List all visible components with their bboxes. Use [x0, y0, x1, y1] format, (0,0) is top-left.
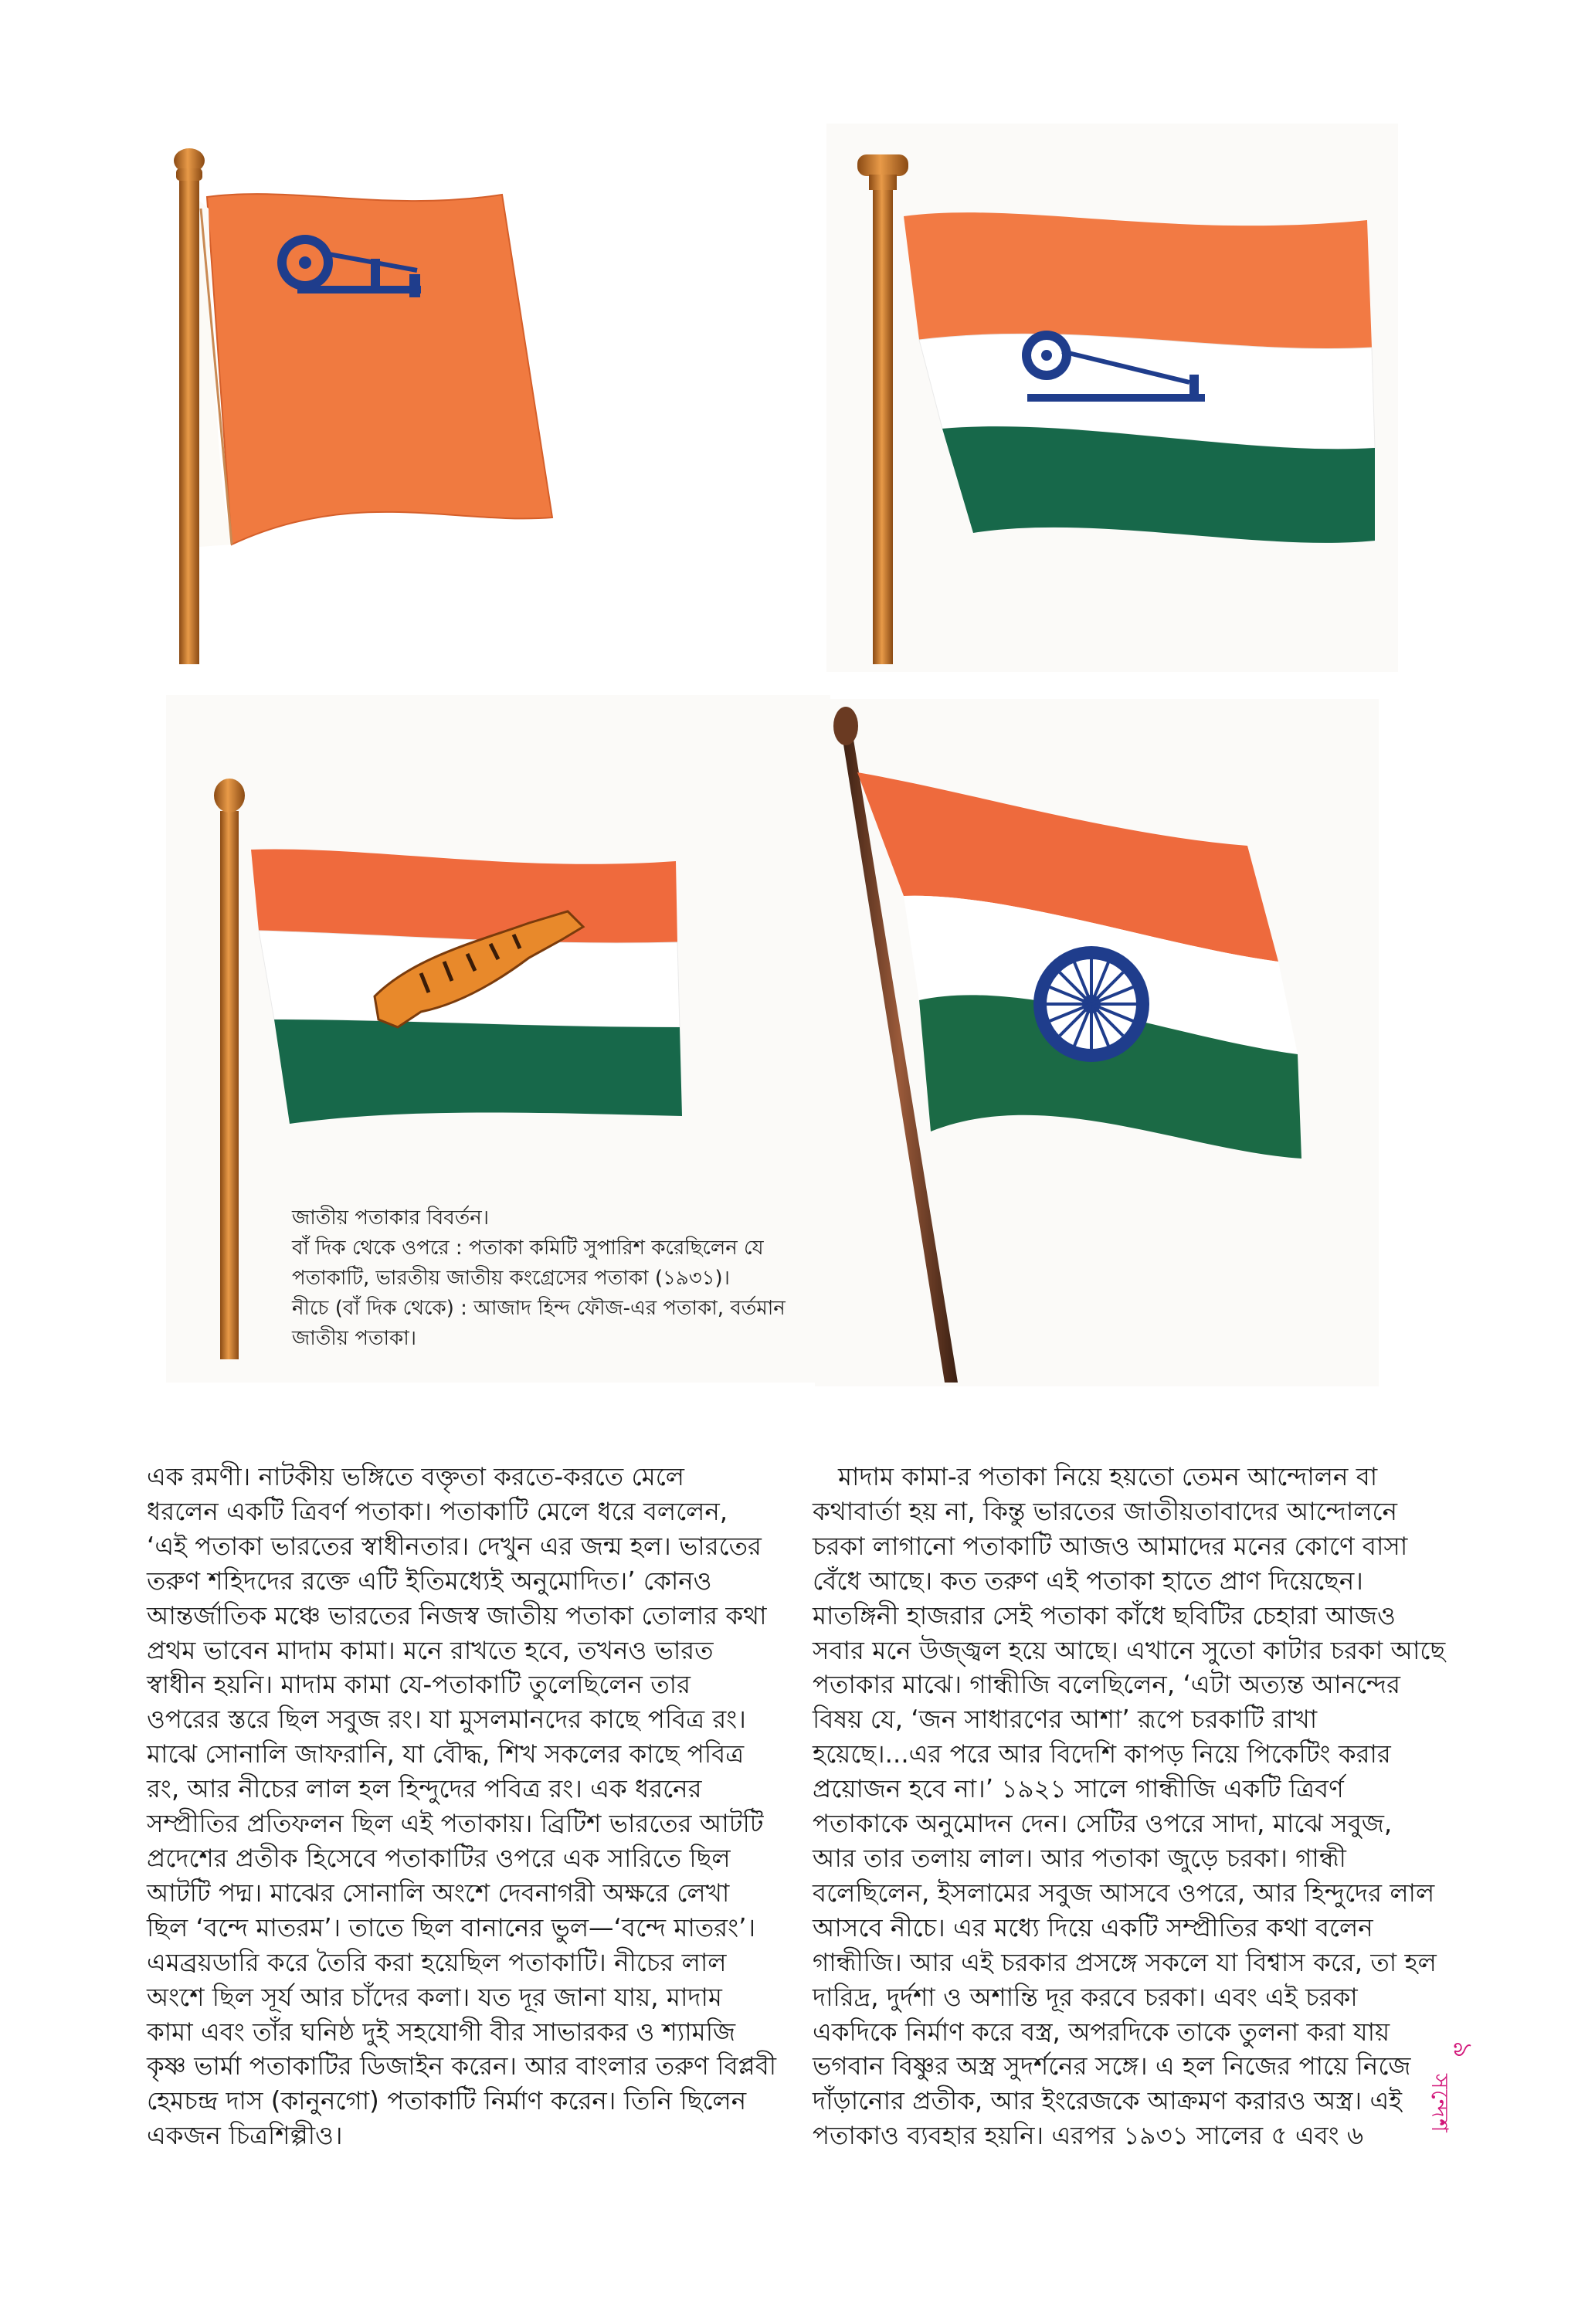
text-line: মাদাম কামা-র পতাকা নিয়ে হয়তো তেমন আন্দোলন বা: [838, 1462, 1378, 1491]
text-line: হয়েছে।...এর পরে আর বিদেশি কাপড় নিয়ে পিকেটিং করার: [813, 1739, 1391, 1769]
text-line: তরুণ শহিদদের রক্তে এটি ইতিমধ্যেই অনুমোদিত।’ কোনও: [147, 1566, 712, 1596]
flag-image-current-national: [815, 699, 1379, 1386]
flag-image-charkha-orange: [139, 124, 572, 672]
text-line: ওপরের স্তরে ছিল সবুজ রং। যা মুসলমানদের কাছে পবিত্র রং।: [147, 1705, 746, 1735]
text-line: এক রমণী। নাটকীয় ভঙ্গিতে বক্তৃতা করতে-করতে মেলে: [147, 1462, 684, 1491]
article-left-column: [147, 1460, 826, 2153]
text-line: আসবে নীচে। এর মধ্যে দিয়ে একটি সম্প্রীতির কথা বলেন: [813, 1912, 1373, 1942]
page-number: ৯: [1447, 2041, 1478, 2058]
text-line: গান্ধীজি। আর এই চরকার প্রসঙ্গে সকলে যা বিশ্বাস করে, তা হল: [813, 1947, 1437, 1977]
text-line: চরকা লাগানো পতাকাটি আজও আমাদের মনের কোণে বাসা: [813, 1531, 1408, 1561]
text-line: পতাকাও ব্যবহার হয়নি। এরপর ১৯৩১ সালের ৫ এবং ৬: [813, 2121, 1364, 2151]
text-line: কৃষ্ণ ভার্মা পতাকাটির ডিজাইন করেন। আর বাংলার তরুণ বিপ্লবী: [147, 2051, 777, 2081]
magazine-name: সন্দেশ: [1426, 2074, 1453, 2133]
text-line: পতাকার মাঝে। গান্ধীজি বলেছিলেন, ‘এটা অত্যন্ত আনন্দের: [813, 1670, 1401, 1700]
figure-caption: [292, 1203, 833, 1354]
caption-line: জাতীয় পতাকার বিবর্তন।: [292, 1206, 490, 1230]
text-line: ‘এই পতাকা ভারতের স্বাধীনতার। দেখুন এর জন্ম হল। ভারতের: [147, 1531, 762, 1561]
text-line: বিষয় যে, ‘জন সাধারণের আশা’ রূপে চরকাটি রাখা: [813, 1705, 1318, 1735]
text-line: আর তার তলায় লাল। আর পতাকা জুড়ে চরকা। গান্ধী: [813, 1843, 1346, 1873]
text-line: পতাকাকে অনুমোদন দেন। সেটির ওপরে সাদা, মাঝে সবুজ,: [813, 1809, 1393, 1839]
text-line: অংশে ছিল সূর্য আর চাঁদের কলা। যত দূর জানা যায়, মাদাম: [147, 1982, 722, 2012]
flag-image-congress-1931: [826, 124, 1398, 672]
text-line: দারিদ্র, দুর্দশা ও অশান্তি দূর করবে চরকা। এবং এই চরকা: [813, 1982, 1358, 2012]
text-line: ভগবান বিষ্ণুর অস্ত্র সুদর্শনের সঙ্গে। এ হল নিজের পায়ে নিজে: [813, 2051, 1411, 2081]
text-line: আটটি পদ্ম। মাঝের সোনালি অংশে দেবনাগরী অক্ষরে লেখা: [147, 1878, 730, 1908]
text-line: আন্তর্জাতিক মঞ্চে ভারতের নিজস্ব জাতীয় পতাকা তোলার কথা: [147, 1600, 767, 1630]
text-line: রং, আর নীচের লাল হল হিন্দুদের পবিত্র রং। এক ধরনের: [147, 1774, 702, 1804]
caption-line: নীচে (বাঁ দিক থেকে) : আজাদ হিন্দ ফৌজ-এর পতাকা, বর্তমান: [292, 1297, 786, 1320]
text-line: মাতঙ্গিনী হাজরার সেই পতাকা কাঁধে ছবিটির চেহারা আজও: [813, 1600, 1396, 1630]
text-line: কামা এবং তাঁর ঘনিষ্ঠ দুই সহযোগী বীর সাভারকর ও শ্যামজি: [147, 2017, 736, 2047]
text-line: বলেছিলেন, ইসলামের সবুজ আসবে ওপরে, আর হিন্দুদের লাল: [813, 1878, 1435, 1908]
text-line: বেঁধে আছে। কত তরুণ এই পতাকা হাতে প্রাণ দিয়েছেন।: [813, 1566, 1363, 1596]
text-line: এমব্রয়ডারি করে তৈরি করা হয়েছিল পতাকাটি। নীচের লাল: [147, 1947, 727, 1977]
article-right-column: [813, 1460, 1492, 2153]
caption-line: বাঁ দিক থেকে ওপরে : পতাকা কমিটি সুপারিশ করেছিলেন যে: [292, 1237, 764, 1260]
text-line: দাঁড়ানোর প্রতীক, আর ইংরেজকে আক্রমণ করারও অস্ত্র। এই: [813, 2086, 1403, 2116]
text-line: সবার মনে উজ্জ্বল হয়ে আছে। এখানে সুতো কাটার চরকা আছে: [813, 1635, 1446, 1665]
text-line: ধরলেন একটি ত্রিবর্ণ পতাকা। পতাকাটি মেলে ধরে বললেন,: [147, 1496, 728, 1526]
text-line: সম্প্রীতির প্রতিফলন ছিল এই পতাকায়। ব্রিটিশ ভারতের আটটি: [147, 1809, 764, 1839]
text-line: প্রদেশের প্রতীক হিসেবে পতাকাটির ওপরে এক সারিতে ছিল: [147, 1843, 731, 1873]
caption-line: জাতীয় পতাকা।: [292, 1327, 417, 1350]
text-line: প্রথম ভাবেন মাদাম কামা। মনে রাখতে হবে, তখনও ভারত: [147, 1635, 714, 1665]
text-line: একজন চিত্রশিল্পীও।: [147, 2121, 343, 2151]
page-footer: [1426, 2027, 1491, 2213]
text-line: ছিল ‘বন্দে মাতরম’। তাতে ছিল বানানের ভুল—‘বন্দে মাতরং’।: [147, 1912, 756, 1942]
text-line: স্বাধীন হয়নি। মাদাম কামা যে-পতাকাটি তুলেছিলেন তার: [147, 1670, 691, 1700]
text-line: একদিকে নির্মাণ করে বস্ত্র, অপরদিকে তাকে তুলনা করা যায়: [813, 2017, 1390, 2047]
text-line: মাঝে সোনালি জাফরানি, যা বৌদ্ধ, শিখ সকলের কাছে পবিত্র: [147, 1739, 745, 1769]
text-line: হেমচন্দ্র দাস (কানুনগো) পতাকাটি নির্মাণ করেন। তিনি ছিলেন: [147, 2086, 747, 2116]
ashoka-chakra-icon: [1033, 946, 1149, 1062]
text-line: কথাবার্তা হয় না, কিন্তু ভারতের জাতীয়তাবাদের আন্দোলনে: [813, 1496, 1397, 1526]
text-line: প্রয়োজন হবে না।’ ১৯২১ সালে গান্ধীজি একটি ত্রিবর্ণ: [813, 1774, 1344, 1804]
caption-line: পতাকাটি, ভারতীয় জাতীয় কংগ্রেসের পতাকা (১৯৩১)।: [292, 1267, 730, 1290]
